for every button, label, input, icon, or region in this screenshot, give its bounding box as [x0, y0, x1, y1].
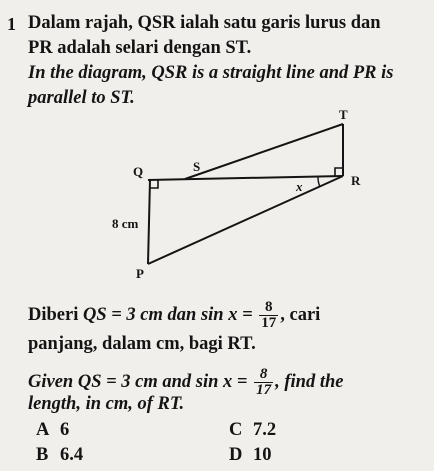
english-given-line2: length, in cm, of RT. — [28, 394, 185, 414]
malay-given-suffix: , cari — [280, 304, 321, 325]
option-letter: C — [229, 420, 243, 440]
option-value: 6 — [60, 420, 70, 440]
option-letter: D — [229, 445, 243, 465]
angle-arc-x — [318, 176, 320, 187]
right-angle-r — [335, 168, 343, 176]
option-letter: B — [36, 445, 49, 465]
english-given-prefix: Given — [28, 371, 74, 392]
english-given-suffix: , find the — [275, 371, 344, 392]
english-stem-line2: parallel to ST. — [28, 88, 135, 108]
option-a[interactable] — [36, 420, 69, 441]
option-b[interactable] — [36, 445, 83, 466]
english-fraction — [254, 367, 273, 398]
line-pr — [148, 176, 343, 264]
malay-given-line2: panjang, dalam cm, bagi RT. — [28, 334, 256, 354]
option-value: 6.4 — [60, 445, 84, 465]
line-qr — [148, 176, 343, 180]
malay-given-qs: QS = 3 cm dan sin x = — [82, 304, 253, 325]
line-pq — [148, 180, 150, 264]
line-st — [185, 124, 343, 179]
english-given-qs: QS = 3 cm and sin x = — [77, 371, 248, 392]
fraction-numerator: 8 — [259, 300, 278, 316]
option-d[interactable] — [229, 445, 272, 466]
label-t: T — [339, 107, 348, 122]
label-q: Q — [133, 164, 144, 179]
label-length-pq: 8 cm — [112, 216, 139, 231]
malay-given-line1 — [28, 300, 320, 331]
malay-fraction — [259, 300, 278, 331]
fraction-numerator: 8 — [254, 367, 273, 383]
label-s: S — [193, 159, 201, 174]
malay-stem-line1: Dalam rajah, QSR ialah satu garis lurus dan — [28, 13, 381, 33]
fraction-denominator: 17 — [256, 382, 272, 398]
label-p: P — [136, 266, 144, 281]
option-c[interactable] — [229, 420, 276, 441]
label-r: R — [351, 173, 361, 188]
question-number: 1 — [7, 14, 16, 34]
option-value: 7.2 — [253, 420, 277, 440]
option-value: 10 — [253, 445, 272, 465]
right-angle-q — [150, 180, 158, 188]
option-letter: A — [36, 420, 50, 440]
malay-stem-line2: PR adalah selari dengan ST. — [28, 38, 252, 58]
english-stem-line1: In the diagram, QSR is a straight line and PR is — [28, 63, 394, 83]
fraction-denominator: 17 — [261, 315, 277, 331]
malay-given-prefix: Diberi — [28, 304, 79, 325]
label-x: x — [296, 179, 303, 194]
